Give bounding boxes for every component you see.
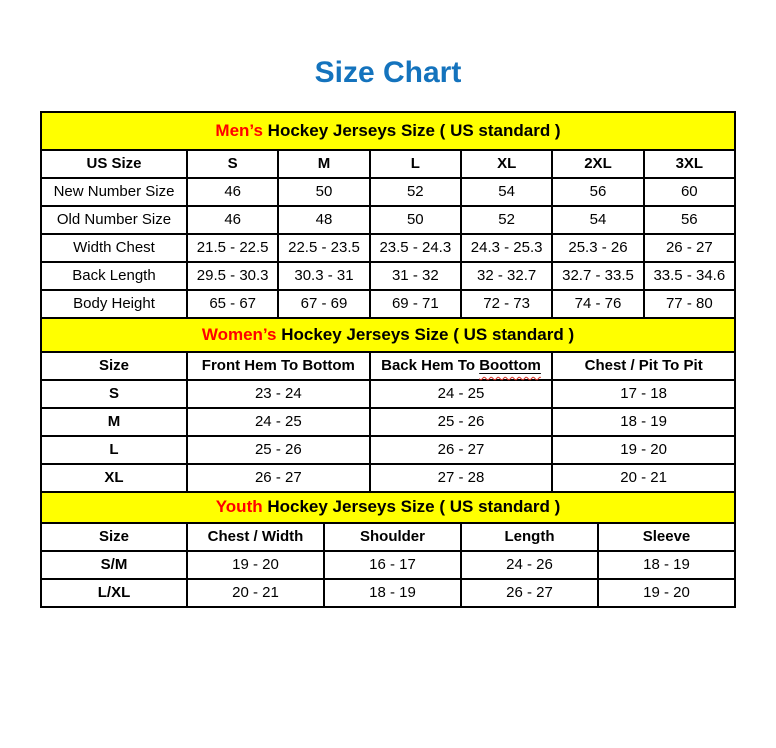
table-cell: 56 bbox=[644, 206, 735, 234]
youth-header-row bbox=[41, 523, 735, 551]
table-cell: 69 - 71 bbox=[370, 290, 461, 318]
row-label: S bbox=[41, 380, 187, 408]
column-header: 3XL bbox=[644, 150, 735, 178]
table-cell: 50 bbox=[370, 206, 461, 234]
table-cell: 24 - 26 bbox=[461, 551, 598, 579]
column-header: Shoulder bbox=[324, 523, 461, 551]
womens-size-table bbox=[40, 317, 736, 493]
table-cell: 21.5 - 22.5 bbox=[187, 234, 278, 262]
column-header-back-hem bbox=[370, 352, 553, 380]
table-cell: 24.3 - 25.3 bbox=[461, 234, 552, 262]
table-cell: 30.3 - 31 bbox=[278, 262, 369, 290]
table-cell: 77 - 80 bbox=[644, 290, 735, 318]
table-cell: 56 bbox=[552, 178, 643, 206]
column-header: Front Hem To Bottom bbox=[187, 352, 370, 380]
table-cell: 67 - 69 bbox=[278, 290, 369, 318]
row-label: Width Chest bbox=[41, 234, 187, 262]
table-cell: 19 - 20 bbox=[187, 551, 324, 579]
youth-size-table bbox=[40, 491, 736, 608]
row-label: S/M bbox=[41, 551, 187, 579]
mens-banner-row bbox=[41, 112, 735, 150]
table-cell: 54 bbox=[461, 178, 552, 206]
mens-banner-highlight: Men’s bbox=[215, 120, 263, 140]
table-cell: 22.5 - 23.5 bbox=[278, 234, 369, 262]
womens-banner bbox=[41, 318, 735, 352]
table-cell: 26 - 27 bbox=[461, 579, 598, 607]
column-header: Sleeve bbox=[598, 523, 735, 551]
table-row bbox=[41, 234, 735, 262]
womens-header-row bbox=[41, 352, 735, 380]
column-header: L bbox=[370, 150, 461, 178]
table-cell: 18 - 19 bbox=[552, 408, 735, 436]
mens-banner bbox=[41, 112, 735, 150]
column-header: Size bbox=[41, 352, 187, 380]
column-header: Chest / Pit To Pit bbox=[552, 352, 735, 380]
table-cell: 18 - 19 bbox=[598, 551, 735, 579]
table-cell: 24 - 25 bbox=[187, 408, 370, 436]
mens-header-row bbox=[41, 150, 735, 178]
table-row bbox=[41, 262, 735, 290]
column-header: M bbox=[278, 150, 369, 178]
table-cell: 48 bbox=[278, 206, 369, 234]
youth-banner-highlight: Youth bbox=[215, 497, 263, 517]
table-row bbox=[41, 290, 735, 318]
table-cell: 29.5 - 30.3 bbox=[187, 262, 278, 290]
column-header: US Size bbox=[41, 150, 187, 178]
table-cell: 46 bbox=[187, 206, 278, 234]
column-header: Chest / Width bbox=[187, 523, 324, 551]
table-cell: 17 - 18 bbox=[552, 380, 735, 408]
table-cell: 52 bbox=[370, 178, 461, 206]
table-row bbox=[41, 408, 735, 436]
size-chart-page bbox=[0, 56, 776, 608]
column-header: S bbox=[187, 150, 278, 178]
mens-size-table bbox=[40, 111, 736, 319]
table-cell: 24 - 25 bbox=[370, 380, 553, 408]
table-cell: 72 - 73 bbox=[461, 290, 552, 318]
table-cell: 31 - 32 bbox=[370, 262, 461, 290]
row-label: XL bbox=[41, 464, 187, 492]
row-label: L bbox=[41, 436, 187, 464]
youth-banner-rest: Hockey Jerseys Size ( US standard ) bbox=[262, 497, 561, 517]
table-row bbox=[41, 206, 735, 234]
table-cell: 16 - 17 bbox=[324, 551, 461, 579]
column-header: XL bbox=[461, 150, 552, 178]
table-cell: 20 - 21 bbox=[187, 579, 324, 607]
table-row bbox=[41, 579, 735, 607]
youth-banner-row bbox=[41, 492, 735, 523]
column-header: 2XL bbox=[552, 150, 643, 178]
table-cell: 19 - 20 bbox=[552, 436, 735, 464]
womens-banner-row bbox=[41, 318, 735, 352]
table-cell: 54 bbox=[552, 206, 643, 234]
size-tables-container bbox=[40, 111, 736, 608]
table-cell: 65 - 67 bbox=[187, 290, 278, 318]
table-cell: 25 - 26 bbox=[187, 436, 370, 464]
table-row bbox=[41, 436, 735, 464]
back-hem-prefix: Back Hem To bbox=[381, 356, 480, 374]
table-row bbox=[41, 551, 735, 579]
table-cell: 25.3 - 26 bbox=[552, 234, 643, 262]
table-cell: 26 - 27 bbox=[187, 464, 370, 492]
table-cell: 52 bbox=[461, 206, 552, 234]
table-cell: 26 - 27 bbox=[644, 234, 735, 262]
back-hem-typo: Boottom bbox=[479, 356, 541, 374]
table-cell: 33.5 - 34.6 bbox=[644, 262, 735, 290]
youth-banner bbox=[41, 492, 735, 523]
table-cell: 26 - 27 bbox=[370, 436, 553, 464]
table-cell: 27 - 28 bbox=[370, 464, 553, 492]
table-cell: 46 bbox=[187, 178, 278, 206]
table-row bbox=[41, 178, 735, 206]
table-cell: 74 - 76 bbox=[552, 290, 643, 318]
mens-banner-rest: Hockey Jerseys Size ( US standard ) bbox=[262, 120, 561, 140]
table-cell: 23 - 24 bbox=[187, 380, 370, 408]
table-cell: 19 - 20 bbox=[598, 579, 735, 607]
column-header: Size bbox=[41, 523, 187, 551]
table-cell: 25 - 26 bbox=[370, 408, 553, 436]
row-label: Old Number Size bbox=[41, 206, 187, 234]
page-title: Size Chart bbox=[314, 56, 462, 89]
back-hem-typo-underline bbox=[479, 357, 541, 374]
column-header: Length bbox=[461, 523, 598, 551]
row-label: New Number Size bbox=[41, 178, 187, 206]
womens-banner-highlight: Women’s bbox=[201, 324, 277, 344]
row-label: Body Height bbox=[41, 290, 187, 318]
table-cell: 32.7 - 33.5 bbox=[552, 262, 643, 290]
table-cell: 18 - 19 bbox=[324, 579, 461, 607]
row-label: Back Length bbox=[41, 262, 187, 290]
table-cell: 20 - 21 bbox=[552, 464, 735, 492]
table-cell: 50 bbox=[278, 178, 369, 206]
table-row bbox=[41, 464, 735, 492]
table-cell: 32 - 32.7 bbox=[461, 262, 552, 290]
row-label: L/XL bbox=[41, 579, 187, 607]
table-cell: 60 bbox=[644, 178, 735, 206]
table-row bbox=[41, 380, 735, 408]
row-label: M bbox=[41, 408, 187, 436]
womens-banner-rest: Hockey Jerseys Size ( US standard ) bbox=[276, 324, 575, 344]
table-cell: 23.5 - 24.3 bbox=[370, 234, 461, 262]
